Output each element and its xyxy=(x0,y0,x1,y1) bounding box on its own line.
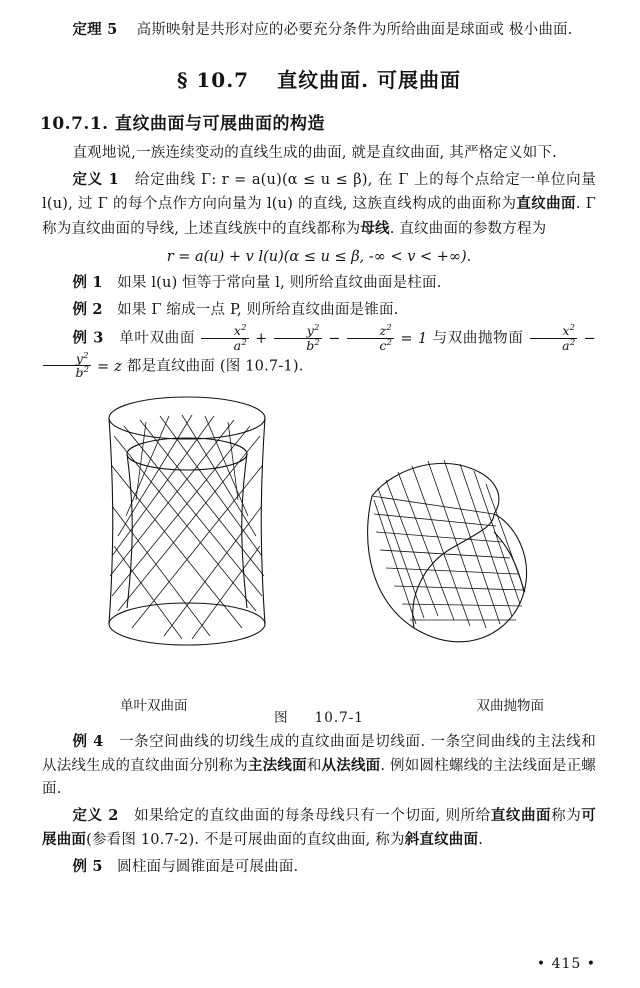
definition-2 xyxy=(42,804,596,853)
example-3-formula-a: $\frac{x^2}{a^2}$ + $\frac{y^2}{b^2}$ − $\frac{z^2}{c^2}$ = 1 xyxy=(200,331,432,347)
definition-2-text-d: . xyxy=(478,832,483,849)
example-5-label: 例 5 xyxy=(72,857,103,875)
subsection-number: 10.7.1. xyxy=(40,114,109,135)
definition-1-text-b: . Γ 称为直纹曲面的导线, 上述直线族中的直线都称为 xyxy=(42,196,596,237)
definition-1-text-a: 给定曲线 Γ: r = a(u)(α ≤ u ≤ β), 在 Γ 上的每个点给定一单位向量 l(u), 过 Γ 的每个点作方向向量为 l(u) 的直线, 这族直线构成的曲面称为 xyxy=(42,171,597,213)
section-symbol: § 10.7 xyxy=(176,68,250,93)
example-4-label: 例 4 xyxy=(72,732,104,750)
theorem-5-label: 定理 5 xyxy=(72,21,118,38)
example-3-text-a: 单叶双曲面 xyxy=(119,330,195,347)
definition-2-bold-a: 直纹曲面 xyxy=(490,806,552,824)
definition-1-bold-a: 直纹曲面 xyxy=(516,195,576,213)
example-5-text: 圆柱面与圆锥面是可展曲面. xyxy=(117,858,299,875)
definition-1-text-c: . 直纹曲面的参数方程为 xyxy=(389,220,547,237)
figure-label-word: 图 xyxy=(274,709,289,726)
theorem-5-text: 高斯映射是共形对应的必要充分条件为所给曲面是球面或 极小曲面. xyxy=(136,22,573,38)
example-4 xyxy=(42,730,596,802)
figure-caption-left: 单叶双曲面 xyxy=(120,697,188,714)
example-3-label: 例 3 xyxy=(72,329,104,347)
definition-1-label: 定义 1 xyxy=(72,170,119,188)
section-heading xyxy=(42,64,596,93)
figure-label-number: 10.7-1 xyxy=(314,709,364,726)
definition-2-text-c: (参看图 10.7-2). 不是可展曲面的直纹曲面, 称为 xyxy=(86,832,405,849)
example-4-text-a: 一条空间曲线的切线生成的直纹曲面是切线面. 一条空间曲线的主法线和从法线生成的直纹曲面分别称为 xyxy=(42,733,596,774)
definition-2-text-b: 称为 xyxy=(551,807,582,824)
example-1 xyxy=(42,271,596,295)
example-4-bold-a: 主法线面 xyxy=(247,757,307,774)
definition-2-text-a: 如果给定的直纹曲面的每条母线只有一个切面, 则所给 xyxy=(134,807,491,824)
example-4-text-b: 和 xyxy=(306,758,322,774)
example-2-text: 如果 Γ 缩成一点 P, 则所给直纹曲面是锥面. xyxy=(117,301,399,318)
parametric-formula: r = a(u) + v l(u)(α ≤ u ≤ β, -∞ < v < +∞). xyxy=(166,249,472,266)
example-5 xyxy=(42,855,596,879)
example-3-formula-b: $\frac{x^2}{a^2}$ − $\frac{y^2}{b^2}$ = z xyxy=(42,331,596,375)
page-number: • 415 • xyxy=(536,956,596,972)
example-2-label: 例 2 xyxy=(72,300,103,318)
definition-2-bold-b: 可展曲面 xyxy=(42,806,596,849)
intro-paragraph: 直观地说,一族连续变动的直线生成的曲面, 就是直纹曲面, 其严格定义如下. xyxy=(72,145,557,162)
subsection-title: 直纹曲面与可展曲面的构造 xyxy=(115,114,325,135)
theorem-5 xyxy=(42,18,596,42)
figure-10-7-1 xyxy=(42,396,596,714)
subsection-heading xyxy=(40,109,596,134)
figure-caption-right: 双曲抛物面 xyxy=(476,697,544,714)
example-2 xyxy=(42,298,596,322)
definition-2-bold-c: 斜直纹曲面 xyxy=(404,831,479,849)
definition-2-label: 定义 2 xyxy=(72,806,119,824)
example-4-bold-b: 从法线面 xyxy=(321,757,381,774)
example-1-label: 例 1 xyxy=(72,274,103,292)
example-4-text-c: . 例如圆柱螺线的主法线面是正螺面. xyxy=(42,758,596,798)
example-3 xyxy=(42,324,596,379)
example-3-text-b: 与双曲抛物面 xyxy=(432,330,524,347)
figure-captions xyxy=(42,694,596,714)
section-title: 直纹曲面. 可展曲面 xyxy=(277,68,462,93)
figure-drawing xyxy=(42,396,598,696)
example-1-text: 如果 l(u) 恒等于常向量 l, 则所给直纹曲面是柱面. xyxy=(117,275,442,292)
definition-1-bold-b: 母线 xyxy=(360,219,390,237)
definition-1 xyxy=(42,168,596,241)
example-3-text-c: 都是直纹曲面 (图 10.7-1). xyxy=(126,358,304,375)
